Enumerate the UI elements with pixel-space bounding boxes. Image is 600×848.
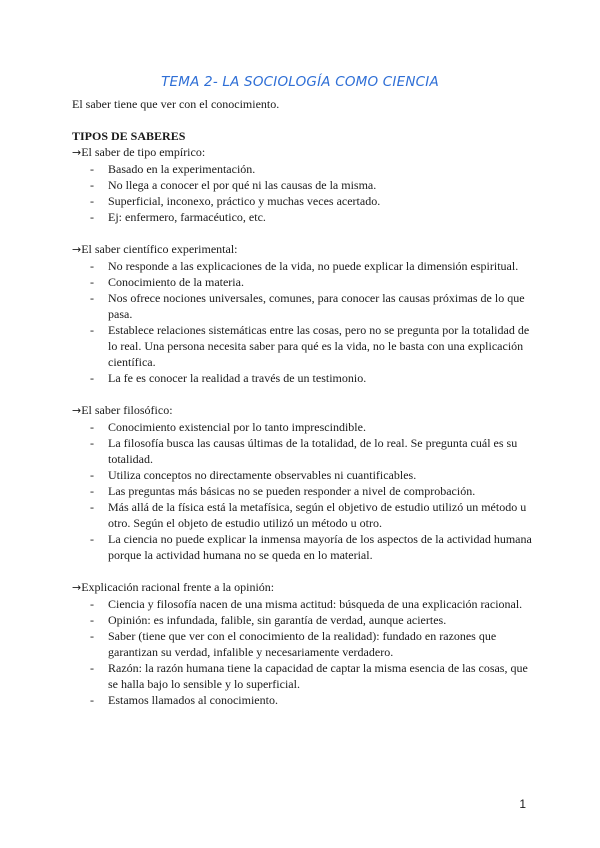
list-item: - Opinión: es infundada, falible, sin garantía de verdad, aunque aciertes. [90, 613, 447, 627]
list-item: - La fe es conocer la realidad a través de un testimonio. [90, 371, 367, 385]
list-item: - Basado en la experimentación. [90, 162, 256, 176]
list-item: - No responde a las explicaciones de la vida, no puede explicar la dimensión espiritual. [90, 259, 519, 273]
dash-bullet: - [90, 194, 94, 208]
list-item: - La ciencia no puede explicar la inmensa mayoría de los aspectos de la actividad humana porque la actividad humana no se queda en lo material. [90, 532, 532, 562]
dash-bullet: - [90, 436, 94, 450]
dash-bullet: - [90, 597, 94, 611]
list-item: - Ej: enfermero, farmacéutico, etc. [90, 210, 266, 224]
dash-bullet: - [90, 420, 94, 434]
arrow-icon: → [72, 146, 82, 159]
arrow-icon: → [72, 243, 82, 256]
dash-bullet: - [90, 210, 94, 224]
dash-bullet: - [90, 629, 94, 643]
document-body [72, 96, 532, 708]
list-item: - Más allá de la física está la metafísica, según el objetivo de estudio utilizó un método u otro. Según el objeto de estudio utilizó un método u otro. [90, 500, 527, 530]
dash-bullet: - [90, 323, 94, 337]
dash-bullet: - [90, 693, 94, 707]
dash-bullet: - [90, 500, 94, 514]
intro-paragraph: El saber tiene que ver con el conocimiento. [72, 97, 280, 111]
dash-bullet: - [90, 291, 94, 305]
list-cientifico [72, 258, 532, 386]
list-item: - Conocimiento existencial por lo tanto imprescindible. [90, 420, 366, 434]
page-number: 1 [519, 797, 526, 811]
dash-bullet: - [90, 613, 94, 627]
list-item: - La filosofía busca las causas últimas de la totalidad, de lo real. Se pregunta cuál es su totalidad. [90, 436, 518, 466]
arrow-icon: → [72, 404, 82, 417]
dash-bullet: - [90, 162, 94, 176]
list-empirico [72, 161, 532, 225]
dash-bullet: - [90, 275, 94, 289]
arrow-icon: → [72, 581, 82, 594]
dash-bullet: - [90, 468, 94, 482]
dash-bullet: - [90, 371, 94, 385]
section-label-opinion: →Explicación racional frente a la opinión: [72, 580, 275, 594]
section-label-empirico: →El saber de tipo empírico: [72, 145, 206, 159]
list-filosofico [72, 419, 532, 563]
list-item: - Estamos llamados al conocimiento. [90, 693, 278, 707]
dash-bullet: - [90, 484, 94, 498]
list-item: - Nos ofrece nociones universales, comunes, para conocer las causas próximas de lo que pasa. [90, 291, 525, 321]
list-item: - Superficial, inconexo, práctico y muchas veces acertado. [90, 194, 381, 208]
dash-bullet: - [90, 259, 94, 273]
list-item: - Razón: la razón humana tiene la capacidad de captar la misma esencia de las cosas, que se halla bajo lo sensible y lo superficial. [90, 661, 528, 691]
list-opinion [72, 596, 532, 708]
dash-bullet: - [90, 178, 94, 192]
list-item: - Las preguntas más básicas no se pueden responder a nivel de comprobación. [90, 484, 476, 498]
dash-bullet: - [90, 532, 94, 546]
section-label-cientifico: →El saber científico experimental: [72, 242, 238, 256]
section-heading: TIPOS DE SABERES [72, 129, 186, 143]
list-item: - Establece relaciones sistemáticas entre las cosas, pero no se pregunta por la totalidad de lo real. Una persona necesita saber para qué es la vida, no le basta con una explicación científica. [90, 323, 530, 369]
list-item: - Conocimiento de la materia. [90, 275, 244, 289]
list-item: - No llega a conocer el por qué ni las causas de la misma. [90, 178, 377, 192]
list-item: - Saber (tiene que ver con el conocimiento de la realidad): fundado en razones que garantizan su verdad, infalible y necesariamente verdadero. [90, 629, 497, 659]
list-item: - Ciencia y filosofía nacen de una misma actitud: búsqueda de una explicación racional. [90, 597, 523, 611]
dash-bullet: - [90, 661, 94, 675]
section-label-filosofico: →El saber filosófico: [72, 403, 173, 417]
list-item: - Utiliza conceptos no directamente observables ni cuantificables. [90, 468, 417, 482]
document-title: TEMA 2- LA SOCIOLOGÍA COMO CIENCIA [161, 74, 439, 90]
